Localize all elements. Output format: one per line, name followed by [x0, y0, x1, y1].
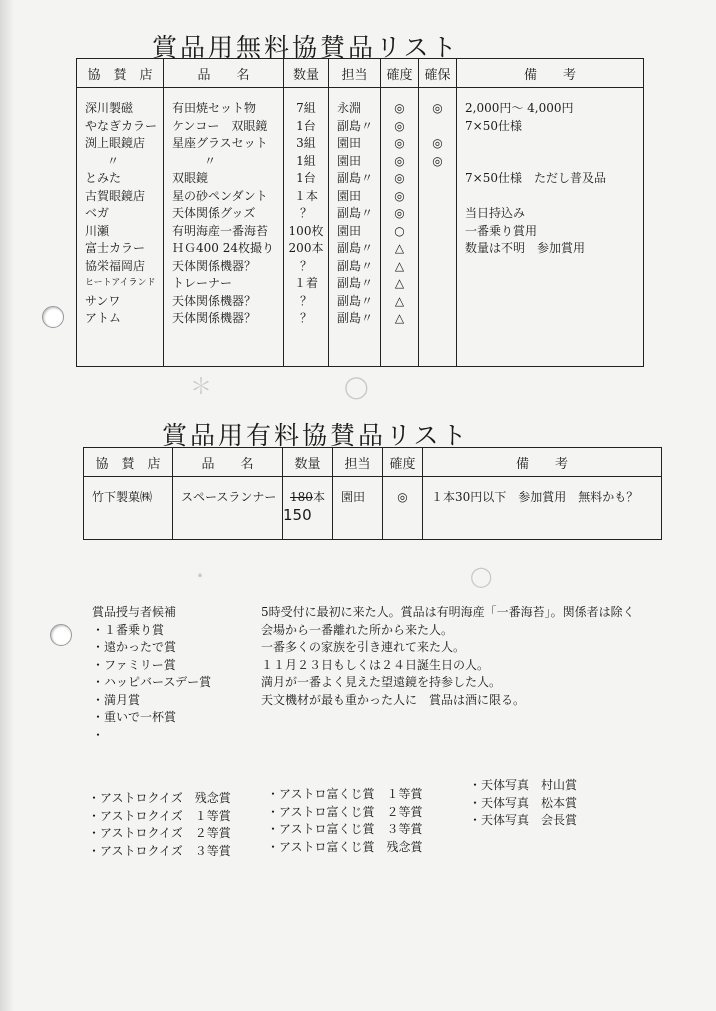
award-description: 5時受付に最初に来た人。賞品は有明海産「一番海苔」。関係者は除く [261, 605, 635, 619]
qty-value: ？ [299, 293, 312, 308]
person-name: 副島〃 [337, 118, 374, 133]
award-item: ・重いで一杯賞 [92, 710, 177, 724]
qty-value: 1組 [296, 153, 316, 168]
paid-sponsor-table [83, 447, 662, 540]
confirm-mark: ○ [394, 223, 405, 238]
page-edge [0, 0, 14, 1011]
qty-value: 200本 [288, 241, 324, 255]
confirm-mark: ◎ [394, 188, 405, 203]
item-name: 双眼鏡 [172, 171, 209, 185]
note-text: 当日持込み [465, 206, 526, 220]
qty-value: ？ [299, 258, 312, 273]
header-confirm: 確度 [383, 448, 423, 477]
item-name: 天体関係機器？ [172, 258, 257, 273]
header-qty: 数量 [284, 59, 329, 88]
note-column [457, 88, 644, 367]
qty-value: 1台 [296, 171, 316, 185]
qty-value: １本 [293, 188, 318, 203]
qty-value: ？ [299, 206, 312, 220]
free-list-title: 賞品用無料協賛品リスト [152, 33, 460, 62]
item-name: ＨＧ400 24枚撮り [172, 241, 274, 255]
struck-qty: 180 [290, 490, 313, 504]
note-text: 数量は不明 参加賞用 [465, 241, 586, 255]
prize-item: ・アストロクイズ ２等賞 [88, 826, 231, 840]
qty-value: 100枚 [288, 223, 324, 238]
qty-value: １着 [293, 276, 318, 290]
item-name: トレーナー [172, 276, 233, 290]
handwritten-qty: 150 [283, 505, 312, 524]
item-name: 天体関係機器？ [172, 293, 257, 308]
note-text: 2,000円～ 4,000円 [465, 101, 574, 115]
header-person: 担当 [333, 448, 383, 477]
person-name: 副島〃 [337, 293, 374, 308]
person-name: 副島〃 [337, 241, 374, 255]
store-name: とみた [85, 171, 122, 185]
item-name: 有明海産一番海苔 [172, 223, 269, 238]
confirm-mark: ◎ [397, 490, 408, 504]
confirm-mark: ◎ [394, 118, 405, 133]
free-sponsor-table [76, 58, 644, 367]
lottery-prizes [267, 786, 423, 856]
bleed-through-mark: ・ ◯ [190, 564, 493, 588]
prize-item: ・アストロクイズ 残念賞 [88, 791, 231, 805]
award-item: ・満月賞 [92, 692, 141, 707]
store-name: アトム [85, 311, 122, 325]
store-name: 〃 [107, 153, 120, 168]
award-item: ・ [92, 727, 105, 742]
photo-prizes [469, 777, 577, 830]
table-body-row [77, 88, 644, 367]
bleed-through-mark: ＊ ◯ [190, 375, 369, 400]
confirm-mark: △ [394, 311, 405, 325]
prize-item: ・天体写真 会長賞 [469, 813, 578, 827]
note-text: 7×50仕様 [465, 118, 522, 133]
award-item: ・ハッピバースデー賞 [92, 675, 212, 689]
confirm-mark: ◎ [394, 136, 405, 150]
table-header-row [77, 59, 644, 88]
award-item: ・１番乗り賞 [92, 622, 165, 637]
store-name: 協栄福岡店 [85, 258, 146, 273]
prize-item: ・アストロ富くじ賞 ２等賞 [267, 804, 423, 819]
store-name: 川瀬 [85, 223, 110, 238]
award-item: ・遠かったで賞 [92, 640, 177, 654]
prize-item: ・天体写真 村山賞 [469, 778, 578, 792]
qty-column [284, 88, 329, 367]
person-name: 園田 [337, 223, 362, 238]
table-header-row [84, 448, 662, 477]
reserve-mark: ◎ [432, 153, 443, 168]
confirm-mark: ◎ [394, 206, 405, 220]
header-item: 品 名 [173, 448, 283, 477]
person-name: 園田 [337, 136, 362, 150]
header-person: 担当 [329, 59, 381, 88]
person-name: 副島〃 [337, 276, 374, 290]
store-name: やなぎカラー [85, 118, 158, 133]
item-name: 星座グラスセット [172, 136, 268, 150]
store-name: 竹下製菓㈱ [92, 490, 153, 504]
person-name: 園田 [337, 188, 362, 203]
confirm-mark: ◎ [394, 153, 405, 168]
store-name: 渕上眼鏡店 [85, 136, 146, 150]
header-store: 協 賛 店 [77, 59, 164, 88]
store-name: 富士カラー [85, 241, 146, 255]
person-name: 園田 [337, 153, 362, 168]
item-name: ケンコー 双眼鏡 [172, 118, 268, 133]
award-description: 天文機材が最も重かった人に 賞品は酒に限る。 [261, 692, 526, 707]
reserve-column [419, 88, 457, 367]
store-column [77, 88, 164, 367]
person-name: 副島〃 [337, 171, 374, 185]
person-name: 副島〃 [337, 206, 374, 220]
award-description: 一番多くの家族を引き連れて来た人。 [261, 640, 466, 654]
table-row [84, 477, 662, 540]
reserve-mark: ◎ [432, 101, 443, 115]
item-name: 星の砂ペンダント [172, 188, 268, 203]
prize-item: ・アストロ富くじ賞 ３等賞 [267, 822, 423, 836]
punch-hole-top [42, 306, 64, 328]
person-name: 副島〃 [337, 311, 374, 325]
prize-item: ・天体写真 松本賞 [469, 795, 578, 810]
qty-value: 7組 [296, 101, 316, 115]
award-description: 会場から一番離れた所から来た人。 [261, 622, 454, 637]
header-qty: 数量 [283, 448, 333, 477]
reserve-mark [419, 118, 456, 136]
reserve-mark: ◎ [432, 136, 443, 150]
confirm-column [381, 88, 419, 367]
note-text: 7×50仕様 ただし普及品 [465, 171, 606, 185]
item-name: 天体関係機器？ [172, 311, 257, 325]
confirm-mark: △ [394, 241, 405, 255]
award-description: 満月が一番よく見えた望遠鏡を持参した人。 [261, 675, 502, 689]
item-name: 有田焼セット物 [172, 101, 257, 115]
store-name: ヒートアイランド [85, 278, 156, 288]
store-name: ベガ [85, 206, 110, 220]
person-name: 副島〃 [337, 258, 374, 273]
confirm-mark: △ [394, 293, 405, 308]
item-name: 天体関係グッズ [172, 206, 256, 220]
item-name: スペースランナー [181, 490, 277, 504]
prize-item: ・アストロ富くじ賞 １等賞 [267, 787, 423, 801]
award-item: ・ファミリー賞 [92, 657, 176, 672]
award-list-title: 賞品授与者候補 [92, 605, 177, 619]
header-reserve: 確保 [419, 59, 457, 88]
confirm-mark: △ [394, 276, 405, 290]
note-text [457, 135, 643, 153]
award-candidates-list [92, 604, 211, 744]
header-item: 品 名 [164, 59, 284, 88]
store-name: 深川製磁 [85, 101, 134, 115]
prize-item: ・アストロクイズ １等賞 [88, 808, 231, 823]
header-store: 協 賛 店 [84, 448, 173, 477]
header-note: 備 考 [457, 59, 644, 88]
store-name: 古賀眼鏡店 [85, 188, 146, 203]
confirm-mark: ◎ [394, 171, 405, 185]
qty-value: ？ [299, 311, 312, 325]
header-note: 備 考 [423, 448, 662, 477]
qty-value: 3組 [296, 136, 316, 150]
person-name: 永淵 [337, 101, 362, 115]
punch-hole-bottom [50, 624, 72, 646]
note-text: １本30円以下 参加賞用 無料かも？ [431, 490, 639, 504]
item-column [164, 88, 284, 367]
person-name: 園田 [341, 490, 366, 504]
qty-value: 1台 [296, 118, 316, 133]
quiz-prizes [88, 790, 231, 860]
header-confirm: 確度 [381, 59, 419, 88]
store-name: サンワ [85, 293, 121, 308]
note-text [457, 153, 643, 171]
award-descriptions [261, 604, 635, 709]
note-text: 一番乗り賞用 [465, 223, 538, 238]
paid-list-title: 賞品用有料協賛品リスト [162, 421, 470, 450]
prize-item: ・アストロ富くじ賞 残念賞 [267, 839, 423, 854]
confirm-mark: ◎ [394, 101, 405, 115]
note-text [457, 188, 643, 206]
qty-unit: 本 [312, 490, 325, 504]
item-name: 〃 [204, 153, 217, 168]
confirm-mark: △ [394, 258, 405, 273]
qty-value [283, 489, 332, 507]
person-column [329, 88, 381, 367]
award-description: １１月２３日もしくは２４日誕生日の人。 [261, 657, 490, 672]
prize-item: ・アストロクイズ ３等賞 [88, 843, 231, 858]
